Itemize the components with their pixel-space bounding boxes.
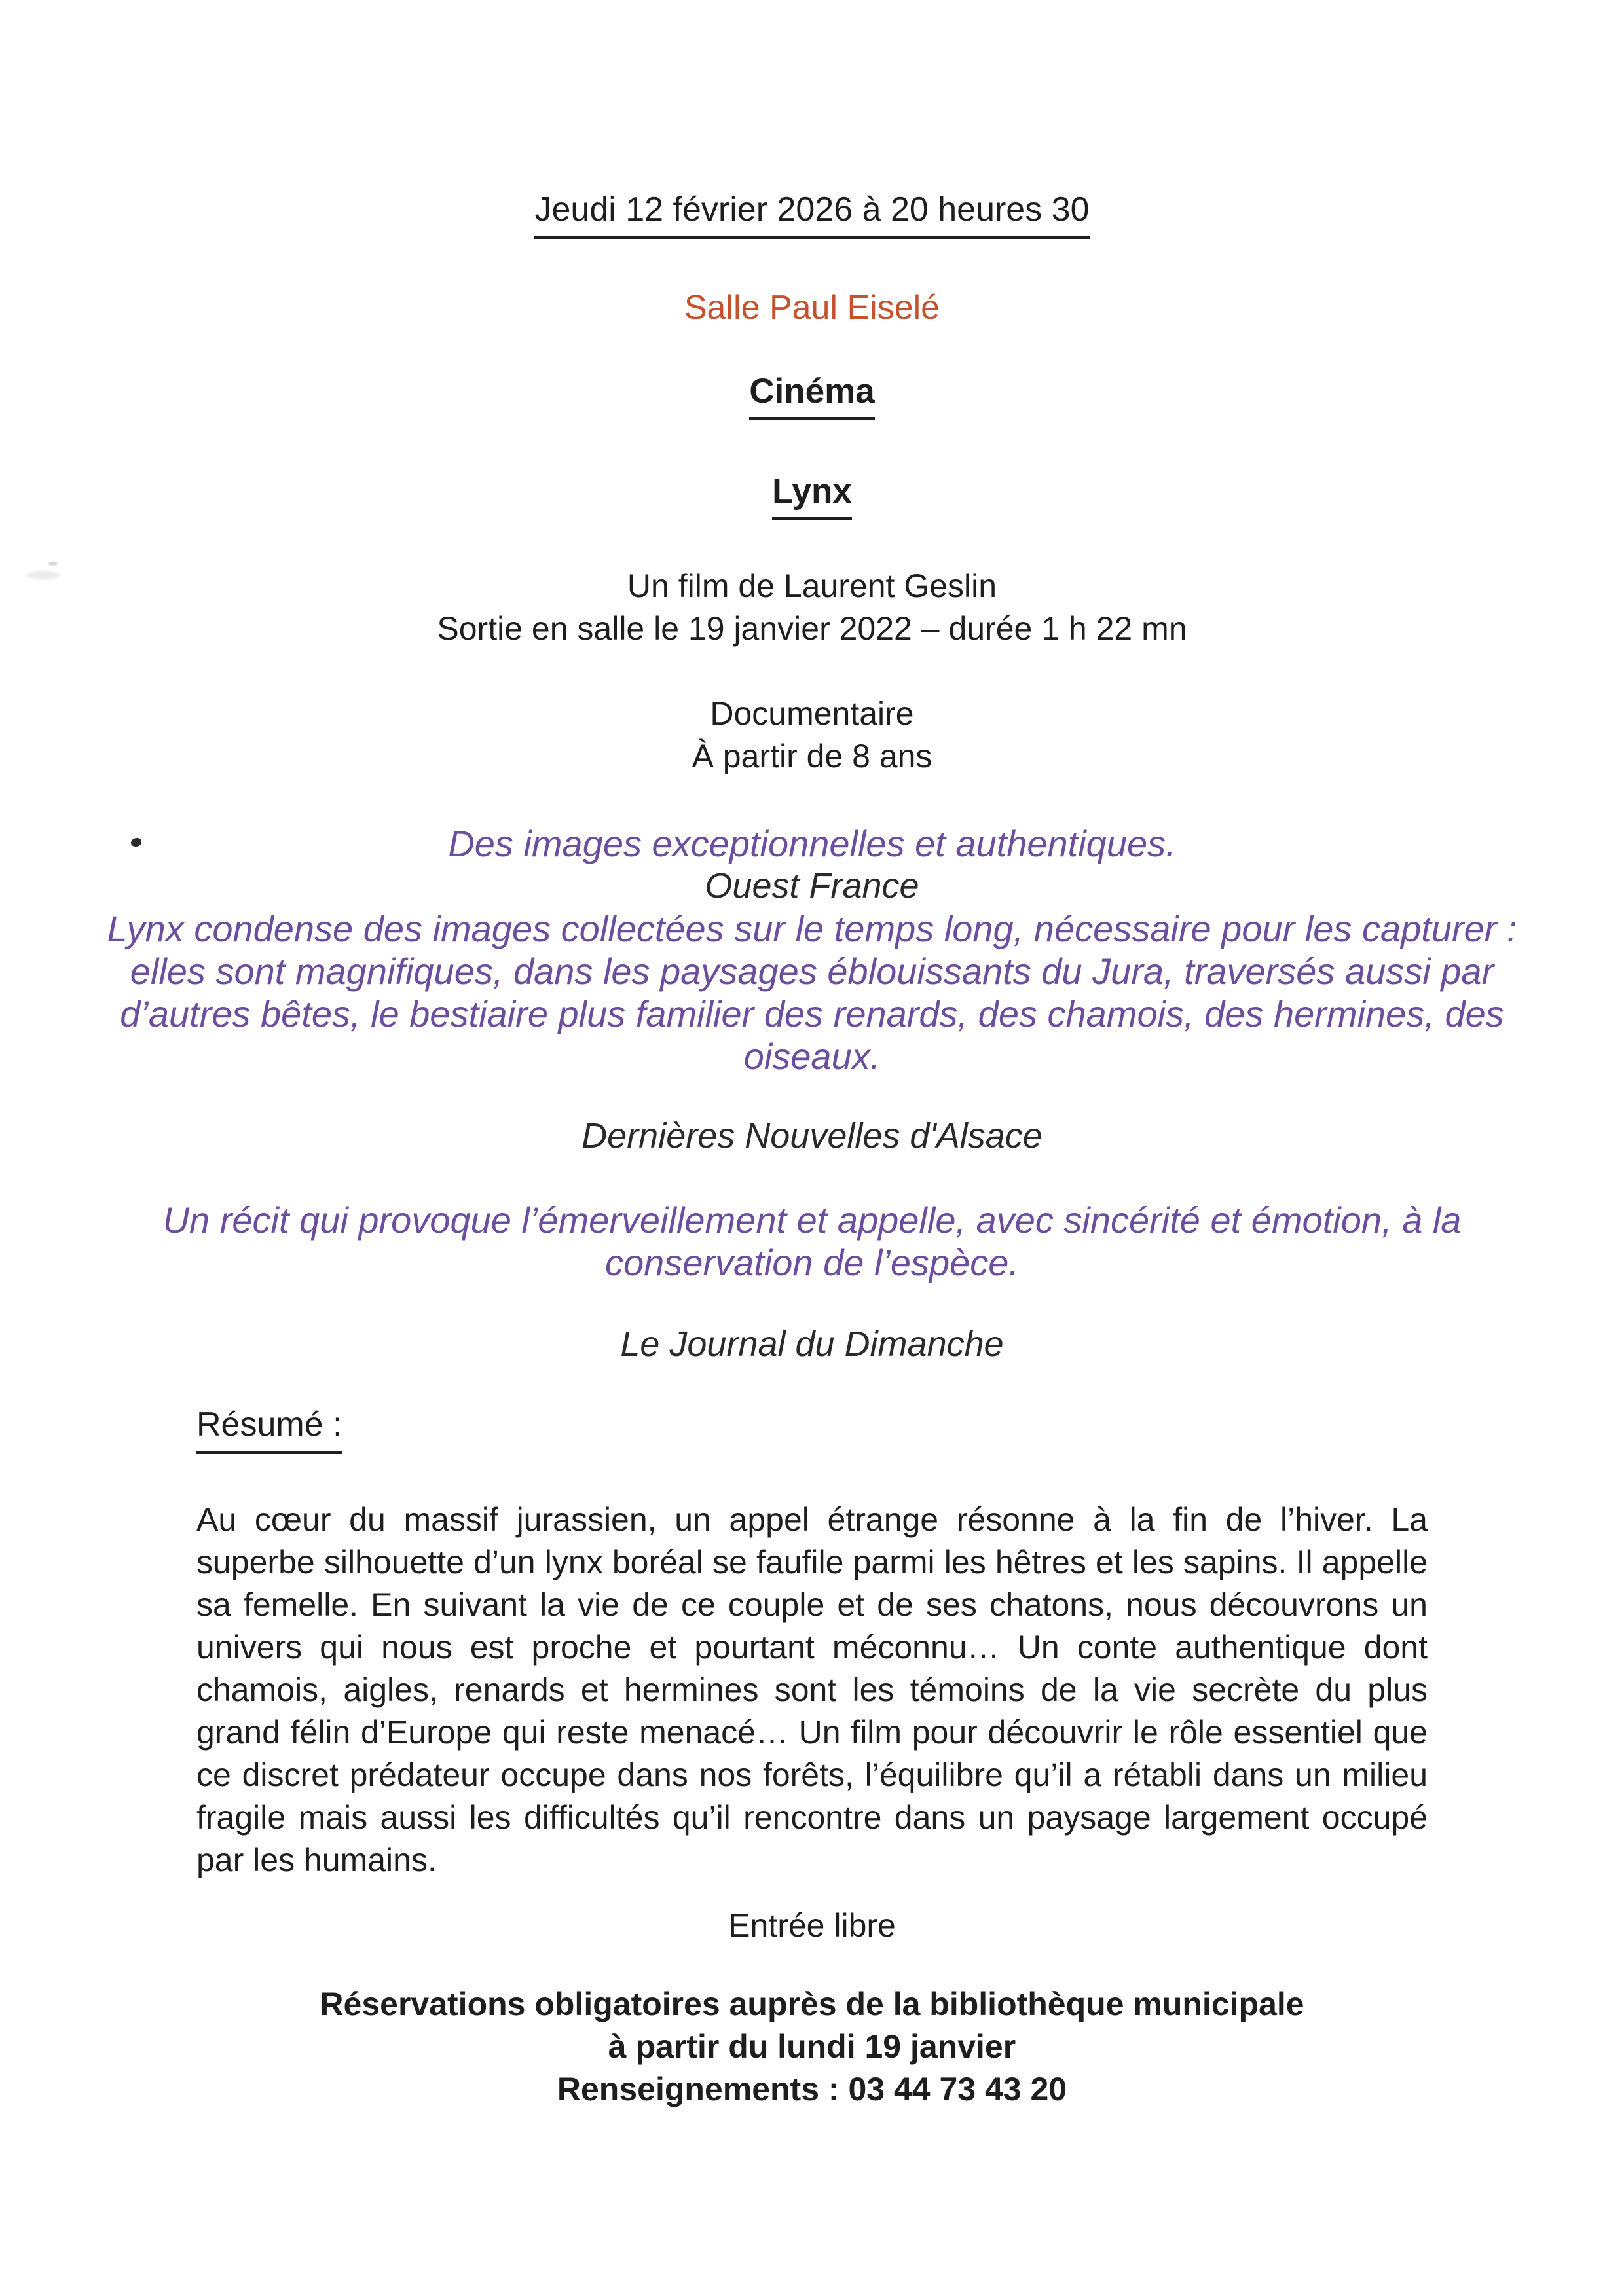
review-source: Dernières Nouvelles d'Alsace	[581, 1116, 1043, 1156]
admission-line: Entrée libre	[728, 1907, 896, 1944]
synopsis-paragraph: Au cœur du massif jurassien, un appel étrange résonne à la fin de l’hiver. La superbe silhouette d’un lynx boréal se faufile parmi les hêtres et les sapins. Il appelle sa femelle. En suivant la vie de ce couple et de ses chatons, nous découvrons un univers qui nous est proche et pourtant méconnu… Un conte authentique dont chamois, aigles, renards et hermines sont les témoins de la vie secrète du plus grand félin d’Europe qui reste menacé… Un film pour découvrir le rôle essentiel que ce discret prédateur occupe dans nos forêts, l’équilibre qu’il a rétabli dans un milieu fragile mais aussi les difficultés qu’il rencontre dans un paysage largement occupé par les humains.	[196, 1501, 1428, 1878]
review-source: Le Journal du Dimanche	[620, 1324, 1004, 1364]
review-source: Ouest France	[705, 866, 919, 905]
category-line	[196, 370, 1428, 420]
review-quote: Un récit qui provoque l’émerveillement et appelle, avec sincérité et émotion, à la conservation de l’espèce.	[162, 1199, 1462, 1283]
release-line: Sortie en salle le 19 janvier 2022 – durée 1 h 22 mn	[437, 610, 1187, 647]
press-review-ouest-france	[196, 822, 1428, 907]
category-text: Cinéma	[749, 370, 874, 420]
review-quote: Lynx condense des images collectées sur le temps long, nécessaire pour les capturer : elles sont magnifiques, dans les paysages éblouissants du Jura, traversés aussi par d’autres bêtes, le bestiaire plus familier des renards, des chamois, des hermines, des oiseaux.	[107, 908, 1517, 1077]
film-title-text: Lynx	[772, 470, 852, 520]
venue-name: Salle Paul Eiselé	[684, 289, 940, 327]
age-rating-line: À partir de 8 ans	[692, 738, 932, 774]
press-review-jdd	[162, 1199, 1462, 1366]
event-date-line	[196, 189, 1428, 239]
phone-info-line: Renseignements : 03 44 73 43 20	[557, 2071, 1067, 2107]
press-review-dna	[107, 907, 1517, 1157]
review-quote: Des images exceptionnelles et authentiques.	[448, 823, 1176, 864]
genre-line: Documentaire	[710, 695, 914, 732]
event-date-text: Jeudi 12 février 2026 à 20 heures 30	[534, 189, 1089, 239]
film-title-line	[196, 470, 1428, 520]
resume-heading-line	[196, 1404, 1428, 1454]
reservation-line-1: Réservations obligatoires auprès de la bibliothèque municipale	[320, 1986, 1304, 2022]
director-line: Un film de Laurent Geslin	[627, 568, 997, 604]
resume-heading-text: Résumé :	[196, 1404, 342, 1454]
reservation-line-2: à partir du lundi 19 janvier	[608, 2028, 1016, 2065]
